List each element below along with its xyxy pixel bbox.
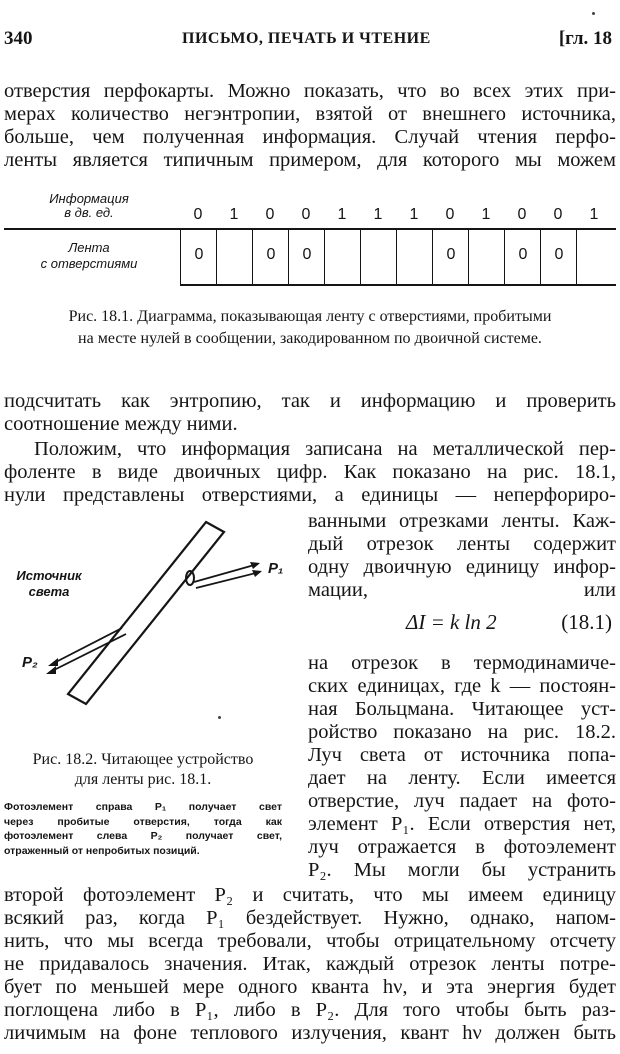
text-line: одну двоичную единицу инфор- bbox=[308, 556, 616, 578]
note-line: отраженный от непробитых позиций. bbox=[4, 844, 200, 857]
information-label: Информация в дв. ед. bbox=[49, 191, 129, 220]
paragraph-intro bbox=[4, 80, 616, 172]
paragraph-entropy bbox=[4, 390, 616, 436]
bit-value: 1 bbox=[589, 206, 599, 223]
text-line: всякий раз, когда P₁ бездействует. Нужно, однако, напом- bbox=[4, 907, 616, 929]
text-line: мерах количество негэнтропии, взятой от внешнего источника, bbox=[4, 103, 616, 125]
ray-to-p2-icon bbox=[52, 628, 122, 664]
text-line: подсчитать как энтропию, так и информацию и проверить bbox=[4, 390, 616, 412]
text-line: на отрезок в термодинамиче- bbox=[308, 652, 616, 674]
hole-mark: 0 bbox=[446, 246, 456, 263]
figure-18-1-tape-diagram bbox=[4, 188, 616, 298]
text-line: нули представлены отверстиями, а единицы — неперфориро- bbox=[4, 484, 616, 506]
caption-line: Рис. 18.1. Диаграмма, показывающая ленту с отверстиями, пробитыми bbox=[68, 308, 552, 325]
figure-18-2-caption bbox=[4, 750, 282, 790]
reader-drawing bbox=[4, 516, 296, 740]
tape-band bbox=[180, 230, 616, 286]
tape-cell bbox=[288, 230, 324, 284]
paragraph-quantum bbox=[4, 884, 616, 1045]
text-line: ванными отрезками ленты. Каж- bbox=[308, 510, 616, 532]
tape-cell bbox=[252, 230, 288, 284]
right-column-text-top bbox=[308, 510, 616, 602]
ray-to-p1-icon bbox=[194, 564, 258, 582]
caption-line: для ленты рис. 18.1. bbox=[74, 771, 212, 788]
tape-cell bbox=[432, 230, 468, 284]
tape-cell bbox=[324, 230, 360, 284]
text-line: Луч света от источника попа- bbox=[308, 744, 616, 766]
bit-value: 1 bbox=[481, 206, 491, 223]
equation-number: (18.1) bbox=[561, 610, 612, 634]
arrowhead-icon bbox=[46, 666, 56, 674]
text-line: дый отрезок ленты содержит bbox=[308, 533, 616, 555]
text-line: луч отражается в фотоэлемент bbox=[308, 836, 616, 858]
text-line: больше, чем полученная информация. Случай чтения перфо- bbox=[4, 126, 616, 148]
caption-line: на месте нулей в сообщении, закодированном по двоичной системе. bbox=[78, 330, 542, 347]
bit-value: 1 bbox=[409, 206, 419, 223]
bit-value: 1 bbox=[229, 206, 239, 223]
tape-cell bbox=[576, 230, 612, 284]
bit-value: 0 bbox=[193, 206, 203, 223]
ray-to-p2-icon bbox=[50, 634, 126, 672]
chapter-marker: [гл. 18 bbox=[558, 28, 612, 49]
bit-value: 0 bbox=[445, 206, 455, 223]
equation-18-1 bbox=[308, 610, 616, 636]
page-number: 340 bbox=[4, 28, 33, 49]
figure-18-2-note bbox=[4, 800, 282, 858]
tape-label: Лента с отверстиями bbox=[40, 240, 138, 271]
tape-cell bbox=[360, 230, 396, 284]
bit-row bbox=[180, 206, 602, 226]
text-line: Положим, что информация записана на металлической пер- bbox=[34, 438, 616, 460]
text-line: не придавалось значения. Итак, каждый отрезок ленты потре- bbox=[4, 953, 616, 975]
hole-mark: 0 bbox=[518, 246, 528, 263]
figure-18-2-reader bbox=[4, 516, 296, 740]
photocell-p1-label: P₁ bbox=[268, 560, 284, 577]
text-line: ских единицах, где k — постоян- bbox=[308, 675, 616, 697]
note-line: Фотоэлемент справа P₁ получает свет bbox=[4, 801, 282, 813]
text-line: бует по меньшей мере одного кванта hν, и эта энергия будет bbox=[4, 976, 616, 998]
text-line: фоленте в виде двоичных цифр. Как показано на рис. 18.1, bbox=[4, 461, 616, 483]
arrowhead-icon bbox=[252, 570, 262, 577]
note-line: фотоэлемент слева P₂ получает свет, bbox=[4, 830, 282, 842]
text-line: ная Больцмана. Читающее уст- bbox=[308, 698, 616, 720]
bit-value: 0 bbox=[553, 206, 563, 223]
tape-strip bbox=[68, 522, 224, 704]
hole-mark: 0 bbox=[266, 246, 276, 263]
text-line: P₂. Мы могли бы устранить bbox=[308, 859, 616, 881]
tape-cell bbox=[216, 230, 252, 284]
hole-mark: 0 bbox=[302, 246, 312, 263]
print-speck bbox=[592, 12, 595, 15]
text-line: дает на ленту. Если имеется bbox=[308, 767, 616, 789]
figure-18-1-caption bbox=[4, 306, 616, 350]
bit-value: 1 bbox=[373, 206, 383, 223]
tape-cell bbox=[468, 230, 504, 284]
bit-value: 0 bbox=[301, 206, 311, 223]
running-header bbox=[4, 28, 616, 56]
equation-expression: ΔI = k ln 2 bbox=[406, 610, 497, 634]
photocell-p2-label: P₂ bbox=[22, 654, 38, 671]
light-source-label: Источник света bbox=[16, 568, 82, 599]
text-line: отверстия перфокарты. Можно показать, что во всех этих при- bbox=[4, 80, 616, 102]
note-line: через пробитые отверстия, тогда как bbox=[4, 815, 282, 828]
running-title: ПИСЬМО, ПЕЧАТЬ И ЧТЕНИЕ bbox=[182, 30, 431, 47]
arrowhead-icon bbox=[48, 658, 58, 666]
text-line: соотношение между ними. bbox=[4, 413, 238, 435]
text-line: ройство показано на рис. 18.2. bbox=[308, 721, 616, 743]
tape-cell bbox=[504, 230, 540, 284]
bit-value: 0 bbox=[265, 206, 275, 223]
tape-cell bbox=[396, 230, 432, 284]
text-line: мации, или bbox=[308, 579, 616, 601]
bit-value: 0 bbox=[517, 206, 527, 223]
text-line: нить, что мы всегда требовали, чтобы отрицательному отсчету bbox=[4, 930, 616, 952]
arrowhead-icon bbox=[250, 562, 260, 569]
hole-mark: 0 bbox=[194, 246, 204, 263]
print-speck bbox=[218, 716, 221, 719]
text-line: второй фотоэлемент P₂ и считать, что мы имеем единицу bbox=[4, 884, 616, 906]
text-line: ленты является типичным примером, для которого мы можем bbox=[4, 149, 616, 171]
text-line: отверстие, луч падает на фото- bbox=[308, 790, 616, 812]
text-line: личимым на фоне теплового излучения, квант hν должен быть bbox=[4, 1022, 616, 1044]
tape-cell bbox=[540, 230, 576, 284]
hole-mark: 0 bbox=[554, 246, 564, 263]
text-line: поглощена либо в P₁, либо в P₂. Для того чтобы быть раз- bbox=[4, 999, 616, 1021]
paragraph-tape-reading bbox=[4, 438, 616, 507]
tape-cell bbox=[180, 230, 216, 284]
text-line: элемент P₁. Если отверстия нет, bbox=[308, 813, 616, 835]
caption-line: Рис. 18.2. Читающее устройство bbox=[32, 751, 254, 768]
right-column-text-bottom bbox=[308, 652, 616, 882]
bit-value: 1 bbox=[337, 206, 347, 223]
ray-to-p1-icon bbox=[196, 572, 260, 588]
